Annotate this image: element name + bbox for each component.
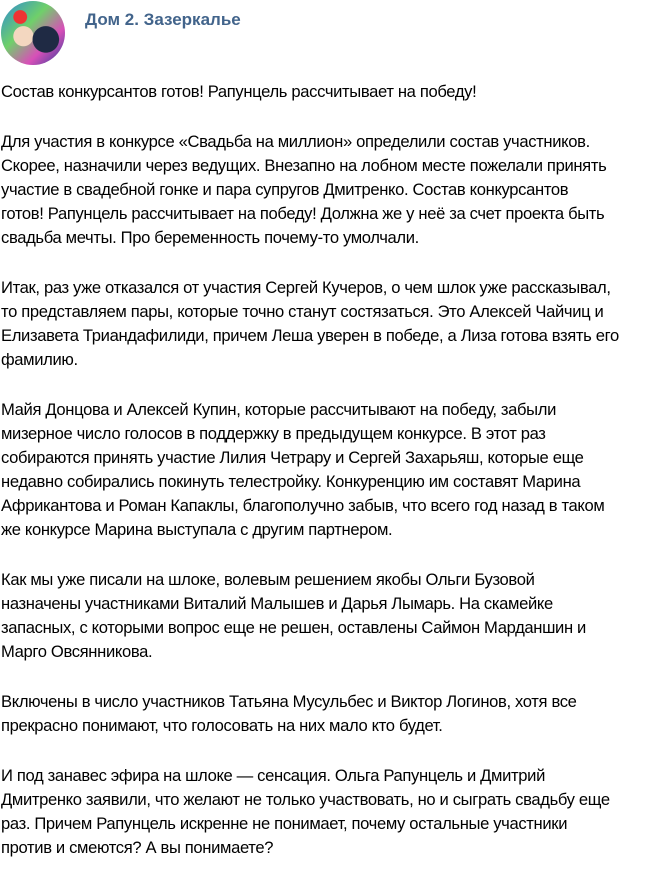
post-paragraph xyxy=(1,80,666,104)
post-paragraph xyxy=(1,276,666,372)
community-avatar[interactable] xyxy=(1,1,65,65)
text-line: назначены участниками Виталий Малышев и Дарья Лымарь. На скамейке xyxy=(1,594,553,613)
post-header xyxy=(0,0,670,66)
text-line: готов! Рапунцель рассчитывает на победу! Должна же у неё за счет проекта быть xyxy=(1,204,605,223)
text-line: мизерное число голосов в поддержку в предыдущем конкурсе. В этот раз xyxy=(1,424,546,443)
text-line: раз. Причем Рапунцель искренне не понимает, почему остальные участники xyxy=(1,814,568,833)
text-line: участие в свадебной гонке и пара супругов Дмитренко. Состав конкурсантов xyxy=(1,180,569,199)
text-line: Включены в число участников Татьяна Мусульбес и Виктор Логинов, хотя все xyxy=(1,692,577,711)
text-line: Состав конкурсантов готов! Рапунцель рассчитывает на победу! xyxy=(1,82,477,101)
text-line: Елизавета Триандафилиди, причем Леша уверен в победе, а Лиза готова взять его xyxy=(1,326,619,345)
text-line: Марго Овсянникова. xyxy=(1,642,153,661)
text-line: Дмитренко заявили, что желают не только участвовать, но и сыграть свадьбу еще xyxy=(1,790,610,809)
text-line: прекрасно понимают, что голосовать на них мало кто будет. xyxy=(1,716,443,735)
text-line: Как мы уже писали на шлоке, волевым решением якобы Ольги Бузовой xyxy=(1,570,535,589)
post-paragraph xyxy=(1,568,666,664)
text-line: свадьба мечты. Про беременность почему-то умолчали. xyxy=(1,228,419,247)
post-paragraph xyxy=(1,130,666,250)
post-text xyxy=(1,80,666,886)
text-line: собираются принять участие Лилия Четрару и Сергей Захарьяш, которые еще xyxy=(1,448,584,467)
text-line: же конкурсе Марина выступала с другим партнером. xyxy=(1,520,393,539)
text-line: недавно собирались покинуть телестройку. Конкуренцию им составят Марина xyxy=(1,472,581,491)
text-line: запасных, с которыми вопрос еще не решен, оставлены Саймон Марданшин и xyxy=(1,618,586,637)
text-line: Итак, раз уже отказался от участия Сергей Кучеров, о чем шлок уже рассказывал, xyxy=(1,278,611,297)
post-paragraph xyxy=(1,398,666,542)
community-name-link[interactable]: Дом 2. Зазеркалье xyxy=(85,10,241,29)
text-line: то представляем пары, которые точно станут состязаться. Это Алексей Чайчиц и xyxy=(1,302,604,321)
text-line: И под занавес эфира на шлоке — сенсация. Ольга Рапунцель и Дмитрий xyxy=(1,766,545,785)
text-line: Скорее, назначили через ведущих. Внезапно на лобном месте пожелали принять xyxy=(1,156,607,175)
text-line: Майя Донцова и Алексей Купин, которые рассчитывают на победу, забыли xyxy=(1,400,557,419)
text-line: Африкантова и Роман Капаклы, благополучно забыв, что всего год назад в таком xyxy=(1,496,605,515)
text-line: против и смеются? А вы понимаете? xyxy=(1,838,274,857)
post-paragraph xyxy=(1,764,666,860)
text-line: Для участия в конкурсе «Свадьба на миллион» определили состав участников. xyxy=(1,132,590,151)
post-paragraph xyxy=(1,690,666,738)
text-line: фамилию. xyxy=(1,350,78,369)
